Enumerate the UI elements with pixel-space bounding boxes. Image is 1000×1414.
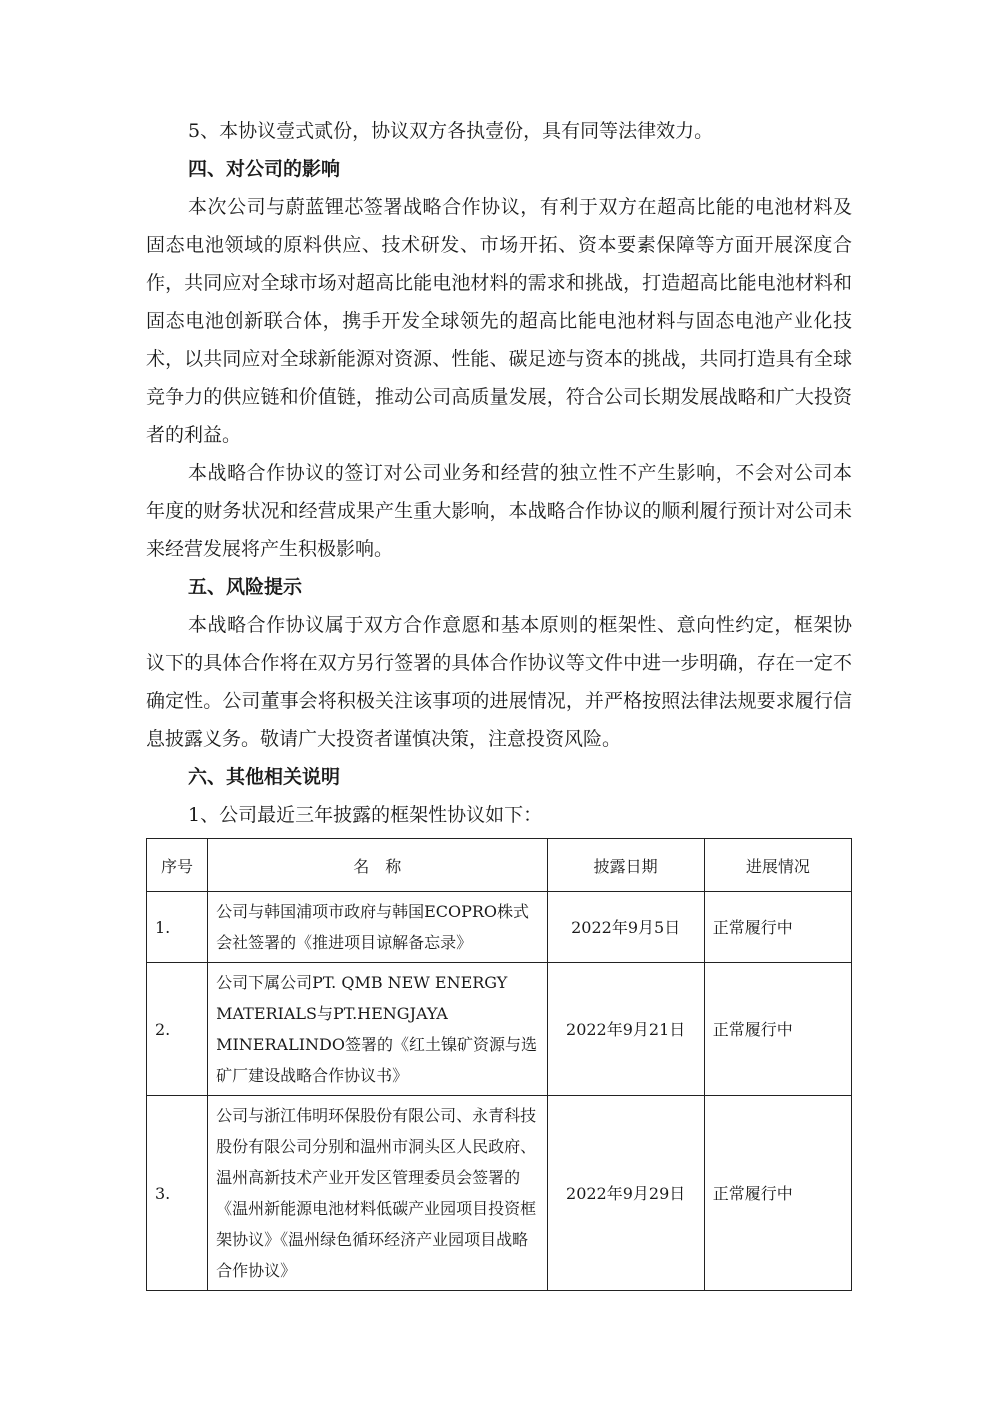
cell-name: 公司下属公司PT. QMB NEW ENERGY MATERIALS与PT.HENGJAYA MINERALINDO签署的《红土镍矿资源与选矿厂建设战略合作协议书》 — [208, 963, 547, 1096]
cell-date: 2022年9月21日 — [547, 963, 704, 1096]
section-6-intro: 1、公司最近三年披露的框架性协议如下： — [188, 804, 543, 826]
header-date: 披露日期 — [547, 839, 704, 892]
cell-name: 公司与韩国浦项市政府与韩国ECOPRO株式会社签署的《推进项目谅解备忘录》 — [208, 892, 547, 963]
section-5-heading: 五、风险提示 — [188, 576, 303, 598]
section-4-heading: 四、对公司的影响 — [188, 158, 341, 180]
table-header-row — [147, 839, 852, 892]
section-4-paragraph: 本战略合作协议的签订对公司业务和经营的独立性不产生影响，不会对公司本年度的财务状况和经营成果产生重大影响，本战略合作协议的顺利履行预计对公司未来经营发展将产生积极影响。 — [146, 462, 852, 560]
header-serial: 序号 — [147, 839, 208, 892]
header-name: 名 称 — [208, 839, 547, 892]
agreement-item-5: 5、本协议壹式贰份，协议双方各执壹份，具有同等法律效力。 — [188, 120, 714, 142]
framework-agreements-table — [146, 838, 852, 1291]
table-row — [147, 963, 852, 1096]
cell-serial: 1. — [147, 892, 208, 963]
cell-status: 正常履行中 — [704, 1096, 851, 1291]
section-6-heading: 六、其他相关说明 — [188, 766, 341, 788]
cell-name: 公司与浙江伟明环保股份有限公司、永青科技股份有限公司分别和温州市洞头区人民政府、温州高新技术产业开发区管理委员会签署的《温州新能源电池材料低碳产业园项目投资框架协议》《温州绿色循环经济产业园项目战略合作协议》 — [208, 1096, 547, 1291]
header-status: 进展情况 — [704, 839, 851, 892]
table-row — [147, 1096, 852, 1291]
cell-date: 2022年9月5日 — [547, 892, 704, 963]
cell-serial: 3. — [147, 1096, 208, 1291]
cell-serial: 2. — [147, 963, 208, 1096]
section-5-paragraph: 本战略合作协议属于双方合作意愿和基本原则的框架性、意向性约定，框架协议下的具体合作将在双方另行签署的具体合作协议等文件中进一步明确，存在一定不确定性。公司董事会将积极关注该事项的进展情况，并严格按照法律法规要求履行信息披露义务。敬请广大投资者谨慎决策，注意投资风险。 — [146, 614, 852, 750]
document-body — [146, 112, 852, 1291]
cell-status: 正常履行中 — [704, 892, 851, 963]
section-4-paragraph: 本次公司与蔚蓝锂芯签署战略合作协议，有利于双方在超高比能的电池材料及固态电池领域的原料供应、技术研发、市场开拓、资本要素保障等方面开展深度合作，共同应对全球市场对超高比能电池材料的需求和挑战，打造超高比能电池材料和固态电池创新联合体，携手开发全球领先的超高比能电池材料与固态电池产业化技术，以共同应对全球新能源对资源、性能、碳足迹与资本的挑战，共同打造具有全球竞争力的供应链和价值链，推动公司高质量发展，符合公司长期发展战略和广大投资者的利益。 — [146, 196, 852, 446]
table-row — [147, 892, 852, 963]
cell-date: 2022年9月29日 — [547, 1096, 704, 1291]
cell-status: 正常履行中 — [704, 963, 851, 1096]
